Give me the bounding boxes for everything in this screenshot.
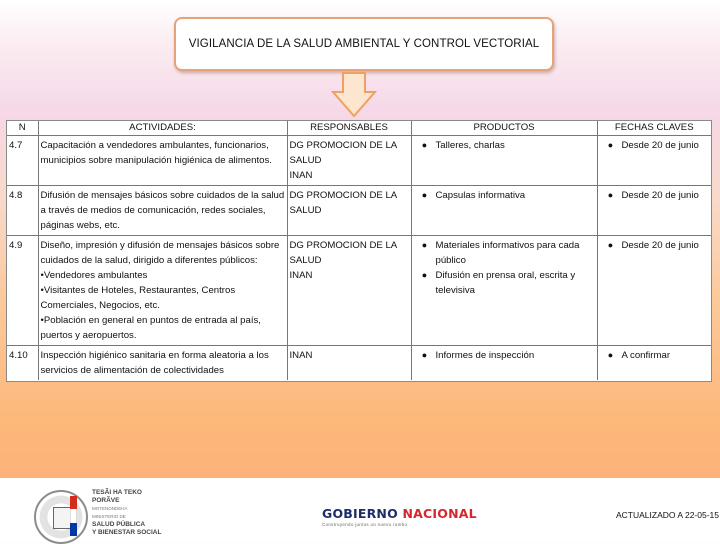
responsible-line: DG PROMOCION DE LA SALUD: [289, 190, 397, 216]
row-activity: [38, 236, 287, 346]
row-products: [411, 346, 597, 381]
header-responsible: RESPONSABLES: [287, 121, 411, 136]
page-title: VIGILANCIA DE LA SALUD AMBIENTAL Y CONTROL VECTORIAL: [174, 17, 554, 71]
ministry-line: MOTENONDEHA: [92, 506, 128, 511]
activity-text: Diseño, impresión y difusión de mensajes básicos sobre cuidados de la salud, dirigido a diferentes públicos:: [40, 240, 280, 266]
product-item: Materiales informativos para cada público: [435, 240, 580, 266]
bullet-icon: ●: [421, 350, 428, 360]
paraguay-flag-icon: [70, 496, 77, 536]
row-products: [411, 236, 597, 346]
header-activities: ACTIVIDADES:: [38, 121, 287, 136]
bullet-icon: ●: [607, 240, 614, 250]
activity-bullet: •Visitantes de Hoteles, Restaurantes, Centros Comerciales, Negocios, etc.: [40, 285, 236, 311]
date-value: Desde 20 de junio: [621, 140, 699, 151]
table-row: [7, 136, 711, 186]
ministry-line: MINISTERIO DE: [92, 514, 126, 519]
table-row: [7, 186, 711, 236]
nacional-word: NACIONAL: [402, 506, 477, 521]
row-number: 4.8: [7, 186, 38, 236]
row-activity: Difusión de mensajes básicos sobre cuidados de la salud a través de medios de comunicación, redes sociales, páginas webs, etc.: [38, 186, 287, 236]
row-responsible: [287, 186, 411, 236]
responsible-line: INAN: [289, 170, 313, 181]
row-number: 4.9: [7, 236, 38, 346]
ministry-line: Y BIENESTAR SOCIAL: [92, 529, 162, 536]
table-row: [7, 346, 711, 381]
bullet-icon: ●: [421, 270, 428, 280]
responsible-line: DG PROMOCION DE LA SALUD: [289, 240, 397, 266]
bullet-icon: ●: [421, 140, 428, 150]
product-item: Informes de inspección: [435, 350, 535, 361]
row-number: 4.10: [7, 346, 38, 381]
table-row: [7, 236, 711, 346]
date-value: Desde 20 de junio: [621, 240, 699, 251]
row-products: [411, 136, 597, 186]
ministry-line: SALUD PÚBLICA: [92, 521, 146, 528]
bullet-icon: ●: [421, 240, 428, 250]
ministry-logo: [92, 489, 182, 537]
table-header: [7, 121, 711, 136]
product-item: Talleres, charlas: [435, 140, 505, 151]
product-item: Capsulas informativa: [435, 190, 526, 201]
activity-bullet: •Población en general en puntos de entrada al país, puertos y aeropuertos.: [40, 315, 261, 341]
responsible-line: INAN: [289, 350, 313, 361]
row-responsible: [287, 136, 411, 186]
date-value: A confirmar: [621, 350, 671, 361]
row-responsible: [287, 236, 411, 346]
gobierno-nacional-logo: [322, 506, 477, 527]
activities-table: [6, 120, 712, 382]
row-date: [597, 236, 711, 346]
row-date: [597, 186, 711, 236]
ministry-line: TESÃI HA TEKO: [92, 489, 142, 496]
bullet-icon: ●: [607, 140, 614, 150]
row-activity: Inspección higiénico sanitaria en forma aleatoria a los servicios de alimentación de colectividades: [38, 346, 287, 381]
product-item: Difusión en prensa oral, escrita y televisiva: [435, 270, 576, 296]
row-date: [597, 136, 711, 186]
bullet-icon: ●: [421, 190, 428, 200]
row-date: [597, 346, 711, 381]
national-seal-icon: [34, 490, 88, 544]
gobierno-tagline: Construyendo juntos un nuevo rumbo: [322, 522, 408, 527]
row-products: [411, 186, 597, 236]
gobierno-word: GOBIERNO: [322, 506, 398, 521]
header-n: N: [7, 121, 38, 136]
responsible-line: DG PROMOCION DE LA SALUD: [289, 140, 397, 166]
down-arrow-icon: [331, 72, 377, 118]
bullet-icon: ●: [607, 190, 614, 200]
row-activity: Capacitación a vendedores ambulantes, funcionarios, municipios sobre manipulación higiénica de alimentos.: [38, 136, 287, 186]
bullet-icon: ●: [607, 350, 614, 360]
updated-date: ACTUALIZADO A 22-05-15: [616, 510, 719, 520]
ministry-line: PORÃVE: [92, 497, 120, 504]
date-value: Desde 20 de junio: [621, 190, 699, 201]
activity-bullet: •Vendedores ambulantes: [40, 270, 148, 281]
header-products: PRODUCTOS: [411, 121, 597, 136]
row-number: 4.7: [7, 136, 38, 186]
responsible-line: INAN: [289, 270, 313, 281]
header-dates: FECHAS CLAVES: [597, 121, 711, 136]
row-responsible: [287, 346, 411, 381]
